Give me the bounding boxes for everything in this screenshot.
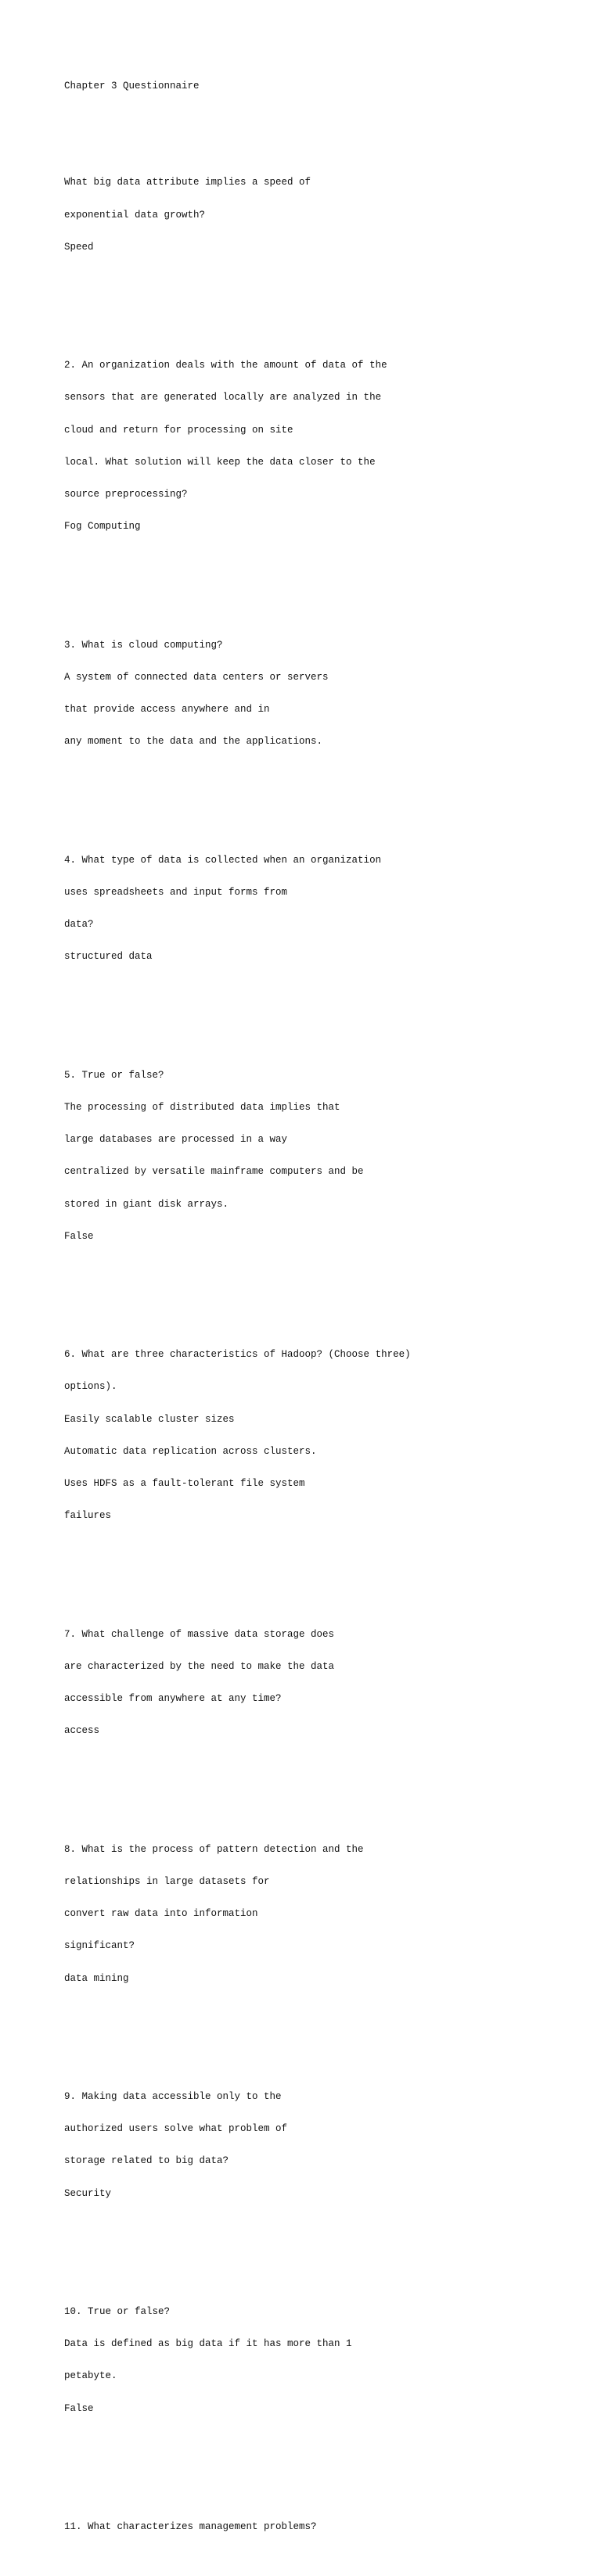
blank-line <box>64 791 565 802</box>
question-line: petabyte. <box>64 2370 117 2382</box>
question-line: centralized by versatile mainframe computers and be <box>64 1166 364 1178</box>
question-block-9 <box>64 2070 565 2221</box>
question-block-4 <box>64 834 565 985</box>
question-line: data? <box>64 919 94 930</box>
blank-line <box>64 1565 565 1576</box>
blank-line <box>64 1286 565 1297</box>
question-block-10 <box>64 2285 565 2436</box>
question-line: significant? <box>64 1940 135 1952</box>
answer-line: A system of connected data centers or servers <box>64 671 329 683</box>
question-line: Data is defined as big data if it has more than 1 <box>64 2338 352 2349</box>
question-line: 5. True or false? <box>64 1069 164 1081</box>
question-line: The processing of distributed data implies that <box>64 1101 340 1113</box>
question-line: 6. What are three characteristics of Hadoop? (Choose three) <box>64 1349 411 1360</box>
question-block-5 <box>64 1049 565 1264</box>
question-line: 4. What type of data is collected when an organization <box>64 854 382 866</box>
answer-line: data mining <box>64 1972 129 1984</box>
answer-line: Uses HDFS as a fault-tolerant file system <box>64 1478 305 1489</box>
question-line: 10. True or false? <box>64 2305 171 2317</box>
blank-line <box>64 1780 565 1791</box>
question-block-11 <box>64 2500 565 2554</box>
question-line: storage related to big data? <box>64 2155 229 2167</box>
answer-line: Speed <box>64 241 94 253</box>
question-line: large databases are processed in a way <box>64 1134 288 1145</box>
question-line: stored in giant disk arrays. <box>64 1198 229 1210</box>
answer-line: Security <box>64 2187 112 2199</box>
blank-line <box>64 2027 565 2038</box>
document-body <box>64 59 565 2576</box>
question-line: uses spreadsheets and input forms from <box>64 886 288 898</box>
question-line: 8. What is the process of pattern detection and the <box>64 1843 364 1855</box>
question-line: 2. An organization deals with the amount of data of the <box>64 360 387 371</box>
question-line: are characterized by the need to make the data <box>64 1660 335 1672</box>
answer-line: that provide access anywhere and in <box>64 704 270 715</box>
question-block-3 <box>64 619 565 770</box>
answer-line: any moment to the data and the applications. <box>64 736 323 748</box>
question-line: exponential data growth? <box>64 209 206 221</box>
answer-line: False <box>64 1230 94 1242</box>
answer-line: False <box>64 2402 94 2414</box>
blank-line <box>64 2457 565 2468</box>
answer-line: Easily scalable cluster sizes <box>64 1413 235 1425</box>
question-line: authorized users solve what problem of <box>64 2123 288 2134</box>
blank-line <box>64 113 565 124</box>
question-block-1 <box>64 156 565 274</box>
question-line: convert raw data into information <box>64 1908 258 1919</box>
question-line: 11. What characterizes management problems? <box>64 2520 317 2532</box>
answer-line: access <box>64 1725 100 1737</box>
question-block-2 <box>64 339 565 554</box>
question-line: What big data attribute implies a speed of <box>64 177 311 188</box>
answer-line: Automatic data replication across clusters. <box>64 1445 317 1457</box>
question-line: 9. Making data accessible only to the <box>64 2090 282 2102</box>
blank-line <box>64 1006 565 1017</box>
question-line: accessible from anywhere at any time? <box>64 1693 282 1704</box>
question-line: sensors that are generated locally are analyzed in the <box>64 392 382 404</box>
answer-line: Fog Computing <box>64 521 141 533</box>
question-line: relationships in large datasets for <box>64 1875 270 1887</box>
question-block-8 <box>64 1823 565 2006</box>
question-line: source preprocessing? <box>64 489 188 500</box>
blank-line <box>64 576 565 587</box>
blank-line <box>64 296 565 307</box>
question-line: 3. What is cloud computing? <box>64 639 223 651</box>
question-block-7 <box>64 1608 565 1759</box>
question-line: options). <box>64 1381 117 1393</box>
question-line: local. What solution will keep the data closer to the <box>64 456 376 468</box>
document-title: Chapter 3 Questionnaire <box>64 80 200 91</box>
answer-line: failures <box>64 1510 112 1522</box>
blank-line <box>64 2242 565 2253</box>
answer-line: structured data <box>64 951 153 963</box>
question-block-6 <box>64 1329 565 1544</box>
question-line: cloud and return for processing on site <box>64 424 293 436</box>
question-line: 7. What challenge of massive data storage does <box>64 1628 335 1640</box>
